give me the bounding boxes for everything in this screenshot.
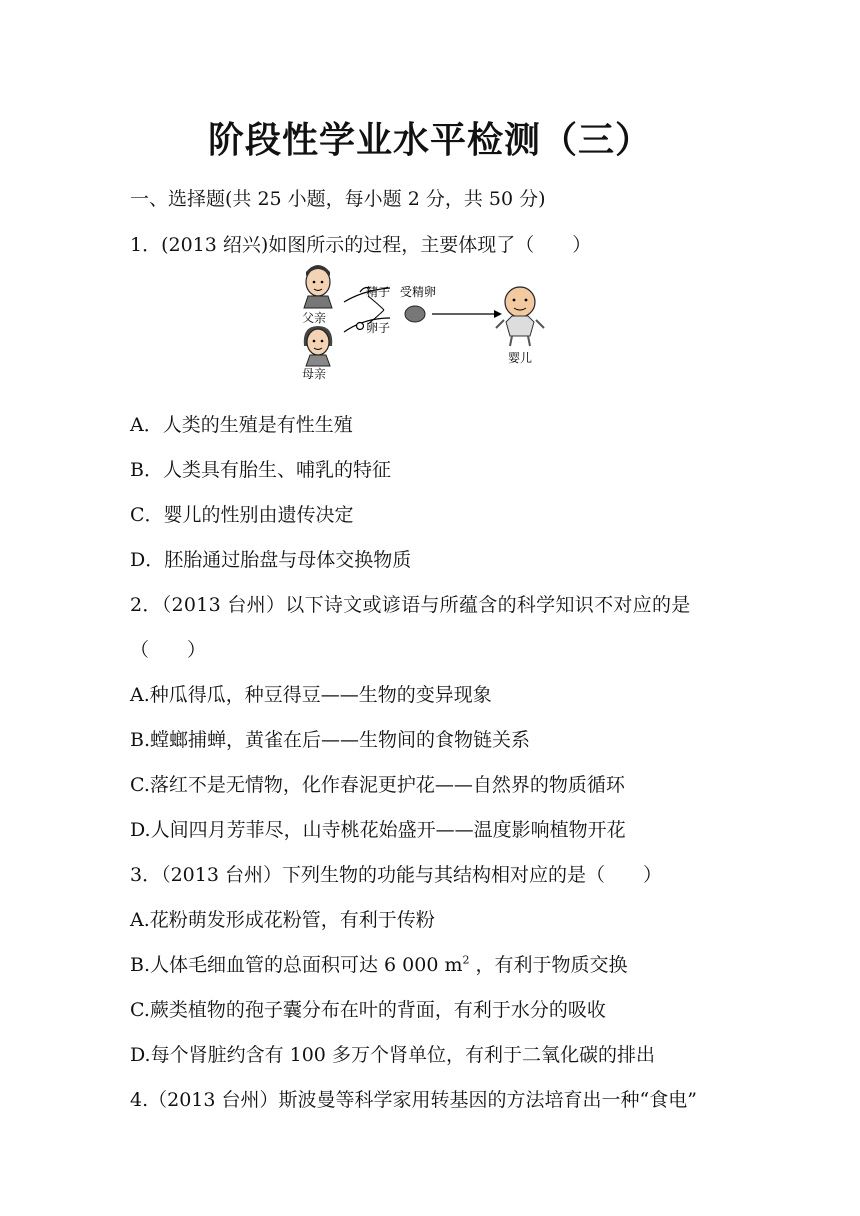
q2-option-a: A.种瓜得瓜，种豆得豆——生物的变异现象 (130, 684, 492, 706)
q3-option-b (130, 950, 628, 977)
q1-option-a: A．人类的生殖是有性生殖 (130, 414, 353, 436)
question-4-stem: 4.（2013 台州）斯波曼等科学家用转基因的方法培育出一种“食电” (130, 1089, 697, 1111)
q3-option-a: A.花粉萌发形成花粉管，有利于传粉 (130, 909, 435, 931)
section-heading: 一、选择题(共 25 小题，每小题 2 分，共 50 分) (130, 188, 546, 210)
father-figure (304, 265, 332, 308)
q2-option-b: B.螳螂捕蝉，黄雀在后——生物间的食物链关系 (130, 729, 531, 751)
question-2-stem: 2．（2013 台州）以下诗文或谚语与所蕴含的科学知识不对应的是 (130, 594, 691, 616)
mother-figure (304, 326, 332, 366)
question-3-stem: 3．（2013 台州）下列生物的功能与其结构相对应的是（ ） (130, 864, 662, 886)
baby-label: 婴儿 (508, 351, 533, 365)
q3-option-c: C.蕨类植物的孢子囊分布在叶的背面，有利于水分的吸收 (130, 999, 606, 1021)
question-2-stem-bracket: （ ） (130, 639, 207, 661)
fertilized-egg-label: 受精卵 (400, 285, 437, 299)
q3-option-d: D.每个肾脏约含有 100 多万个肾单位，有利于二氧化碳的排出 (130, 1044, 655, 1066)
q1-option-b: B．人类具有胎生、哺乳的特征 (130, 459, 391, 481)
q1-option-c: C．婴儿的性别由遗传决定 (130, 504, 354, 526)
q3-option-b-text: B.人体毛细血管的总面积可达 6 000 m (130, 954, 463, 976)
baby-figure (496, 287, 544, 346)
q1-option-d: D．胚胎通过胎盘与母体交换物质 (130, 549, 412, 571)
q2-option-c: C.落红不是无情物，化作春泥更护花——自然界的物质循环 (130, 774, 625, 796)
father-label: 父亲 (302, 311, 327, 325)
fertilization-diagram (298, 262, 558, 380)
page-title: 阶段性学业水平检测（三） (207, 119, 652, 161)
q3-option-b-superscript: 2 (462, 953, 470, 967)
q3-option-b-tail: ，有利于物质交换 (469, 954, 628, 976)
question-1-stem: 1．(2013 绍兴)如图所示的过程，主要体现了（ ） (130, 234, 592, 256)
q2-option-d: D.人间四月芳菲尽，山寺桃花始盛开——温度影响植物开花 (130, 819, 626, 841)
mother-label: 母亲 (302, 367, 327, 380)
egg-label: 卵子 (366, 321, 391, 335)
sperm-label: 精子 (366, 285, 391, 299)
egg-icon (357, 323, 364, 330)
fertilized-egg-icon (405, 306, 425, 322)
